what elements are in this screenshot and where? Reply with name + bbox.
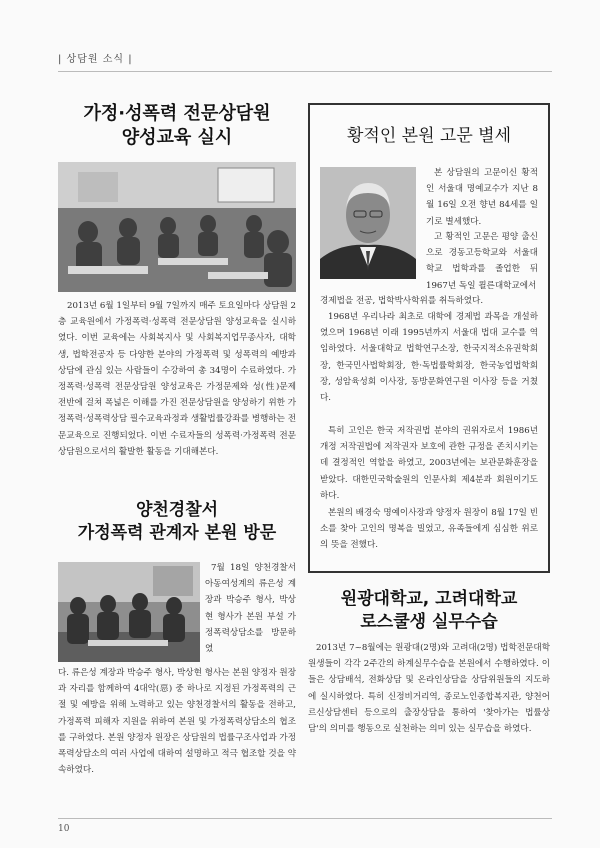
article2-title-line2: 가정폭력 관계자 본원 방문 [77,523,277,543]
article1-title-line1: 가정·성폭력 전문상담원 [83,103,271,124]
article1-title [58,102,296,150]
page-number: 10 [58,824,70,834]
article2-title-line1: 양천경찰서 [135,500,219,520]
obituary-para2-rest: 경제법을 전공, 법학박사학위를 취득하였다. [320,296,484,306]
article1-title-line2: 양성교육 실시 [121,127,233,148]
article2-title [58,499,296,545]
article1-body: 2013년 6월 1일부터 9월 7일까지 매주 토요일마다 상담원 2층 교육원에서 가정폭력·성폭력 전문상담원 양성교육을 실시하였다. 이번 교육에는 사회복지사 및 사회복지업무종사자, 대학생, 법학전공자 등 다양한 분야의 가정폭력 및 성폭력의 예방과 상담에 관심 있는 사람들이 수강하여 총 34명이 수료하였다. 가정폭력·성폭력 전문상담원 양성교육은 가정문제와 성(性)문제 전반에 걸쳐 폭넓은 이해를 가진 전문상담원을 양성하기 위한 가정폭력·성폭력상담 필수교육과정과 생활법률강좌를 병행하는 전문교육으로 진행되었다. 이번 수료자들의 성폭력·가정폭력 전문상담원으로서의 활발한 활동을 기대해본다. [58,301,296,457]
portrait-photo [320,167,416,279]
article3-title [308,588,550,634]
article2-body-side: 7월 18일 양천경찰서 아동여성계의 류은성 계장과 박승주 형사, 박상현 형사가 본원 부설 가정폭력상담소를 방문하였 [205,563,296,655]
obituary-para1: 본 상담원의 고문이신 황적인 서울대 명예교수가 지난 8월 16일 오전 향년 84세를 일기로 별세했다. [426,168,538,227]
article2-body: 다. 류은성 계장과 박승주 형사, 박상현 형사는 본원 양정자 원장과 자리를 함께하여 4대악(惡) 중 하나로 지정된 가정폭력의 근절 및 예방을 위해 노력하고 있는 양천경찰서의 활동을 전하고, 가정폭력 피해자 지원을 위하여 본원 및 가정폭력상담소의 협조를 구하였다. 본원 양정자 원장은 상담원의 법률구조사업과 가정폭력상담소의 여러 사업에 대하여 설명하고 적극 협조할 것을 약속하였다. [58,668,296,776]
footer-divider [58,818,552,819]
obituary-para4: 특히 고인은 한국 저작권법 분야의 권위자로서 1986년 개정 저작권법에 저작권자 보호에 관한 규정을 존치시키는데 결정적인 역할을 하였고, 2003년에는 보관문화훈장을 받았다. 대한민국학술원의 인문사회 제4분과 회원이기도 하다. [320,426,538,501]
article3-title-line1: 원광대학교, 고려대학교 [340,589,518,609]
obituary-para3: 1968년 우리나라 최초로 대학에 경제법 과목을 개설하였으며 1968년 이래 1995년까지 서울대 법대 교수를 역임하였다. 서울대학교 법학연구소장, 한국지적소유권학회장, 한국민사법학회장, 한·독법률학회장, 한국농업법학회장, 성암육성회 이사장, 동방문화연구원 이사장 등을 거쳤다. [320,312,538,404]
header-divider [58,71,552,72]
article3-body: 2013년 7~8월에는 원광대(2명)와 고려대(2명) 법학전문대학원생들이 각각 2주간의 하계실무수습을 본원에서 수행하였다. 이들은 상담배석, 전화상담 및 온라인상담을 상담위원들의 지도하에 실시하였다. 특히 신정비거리역, 종로노인종합복지관, 양천어르신상담센터 등으로의 출장상담을 통하여 '찾아가는 법률상담'의 의미를 행동으로 실천하는 의미 있는 실무습을 하였다. [308,643,550,735]
police-visit-photo [58,562,200,662]
section-tag: | 상담원 소식 | [58,54,133,65]
article3-title-line2: 로스쿨생 실무수습 [360,612,498,632]
obituary-title: 황적인 본원 고문 별세 [346,126,511,146]
obituary-para2-side: 고 황적인 고문은 평양 출신으로 경동고등학교와 서울대학교 법학과를 졸업한 뒤 1967년 독일 쾰른대학교에서 [426,232,538,291]
obituary-box [308,103,550,573]
obituary-para5: 본원의 배경숙 명예이사장과 양정자 원장이 8월 17일 빈소를 찾아 고인의 명복을 빌었고, 유족들에게 심심한 위로의 뜻을 전했다. [320,508,538,551]
classroom-photo [58,162,296,292]
